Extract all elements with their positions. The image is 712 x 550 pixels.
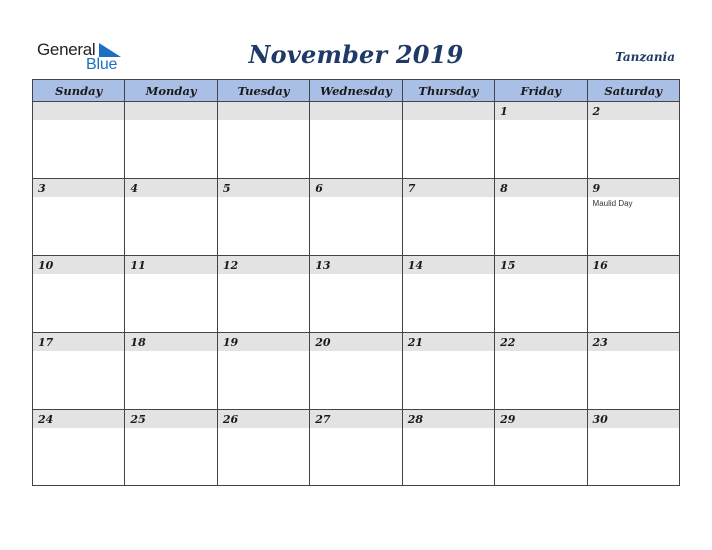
- day-cell: [310, 410, 402, 486]
- day-number: 12: [222, 259, 239, 272]
- day-number-bar: [310, 102, 401, 120]
- day-number-bar: [588, 102, 679, 120]
- day-number-bar: [33, 179, 124, 197]
- weekday-header: Monday: [125, 80, 217, 101]
- day-cell: [588, 179, 679, 255]
- day-cell: [33, 410, 125, 486]
- day-number: 24: [38, 413, 54, 426]
- day-number: 20: [315, 336, 331, 349]
- day-number: 23: [592, 336, 608, 349]
- week-row: [33, 102, 679, 179]
- day-cell: [403, 179, 495, 255]
- day-number-bar: [588, 179, 679, 197]
- weekday-header: Wednesday: [310, 80, 402, 101]
- day-cell: [588, 410, 679, 486]
- day-number: 19: [222, 336, 239, 349]
- day-number: 29: [500, 413, 516, 426]
- day-cell: [588, 333, 679, 409]
- day-cell: [403, 256, 495, 332]
- day-cell: [125, 333, 217, 409]
- day-number-bar: [310, 179, 401, 197]
- day-cell: [310, 179, 402, 255]
- day-number: 18: [130, 336, 146, 349]
- day-cell: [125, 179, 217, 255]
- day-cell: [218, 410, 310, 486]
- day-cell: [495, 256, 587, 332]
- day-number: 17: [38, 336, 54, 349]
- week-row: [33, 256, 679, 333]
- day-number-bar: [125, 179, 216, 197]
- day-cell: [495, 410, 587, 486]
- day-number: 8: [500, 182, 508, 195]
- day-number: 21: [407, 336, 423, 349]
- day-cell: [403, 410, 495, 486]
- day-cell: [33, 256, 125, 332]
- day-number: 25: [130, 413, 146, 426]
- weekday-header: Tuesday: [218, 80, 310, 101]
- day-number-bar: [403, 179, 494, 197]
- weekday-header: Saturday: [604, 84, 663, 98]
- day-number-bar: [495, 179, 586, 197]
- day-number-bar: [218, 179, 309, 197]
- holiday-event: Maulid Day: [592, 199, 633, 208]
- day-cell: [125, 410, 217, 486]
- day-cell: [310, 102, 402, 178]
- weekday-header: Sunday: [33, 80, 125, 101]
- logo-flag-icon: [99, 43, 121, 57]
- day-number: 15: [500, 259, 516, 272]
- day-cell: [588, 102, 679, 178]
- day-cell: [588, 256, 679, 332]
- day-number-bar: [495, 102, 586, 120]
- day-cell: [403, 333, 495, 409]
- day-number: 9: [592, 182, 601, 195]
- day-cell: [310, 256, 402, 332]
- day-cell: [125, 256, 217, 332]
- day-number: 6: [315, 182, 323, 195]
- day-number: 2: [592, 105, 601, 118]
- day-number: 26: [222, 413, 239, 426]
- day-number-bar: [125, 102, 216, 120]
- logo-word-blue: Blue: [86, 56, 118, 73]
- calendar-title: November 2019: [248, 40, 464, 69]
- day-cell: [218, 179, 310, 255]
- weekday-header: Thursday: [403, 80, 495, 101]
- weekday-header-row: [33, 80, 679, 102]
- day-cell: [125, 102, 217, 178]
- day-number: 10: [38, 259, 54, 272]
- day-cell: [403, 102, 495, 178]
- day-number: 11: [130, 259, 146, 272]
- day-cell: [33, 333, 125, 409]
- week-row: [33, 333, 679, 410]
- day-number: 4: [130, 182, 139, 195]
- day-number: 5: [222, 182, 231, 195]
- day-number-bar: [403, 102, 494, 120]
- day-cell: [310, 333, 402, 409]
- country-label: Tanzania: [615, 50, 675, 64]
- day-cell: [218, 256, 310, 332]
- day-number: 3: [38, 182, 46, 195]
- day-number: 27: [315, 413, 331, 426]
- day-cell: [218, 102, 310, 178]
- logo-word-general: General: [37, 40, 96, 59]
- day-cell: [495, 333, 587, 409]
- calendar-grid: [32, 79, 680, 486]
- week-row: [33, 179, 679, 256]
- day-number: 28: [407, 413, 423, 426]
- brand-logo: [37, 40, 137, 74]
- day-number: 13: [315, 259, 331, 272]
- day-cell: [33, 179, 125, 255]
- day-number-bar: [33, 102, 124, 120]
- week-row: [33, 410, 679, 486]
- day-number: 1: [500, 105, 508, 118]
- day-number: 16: [592, 259, 608, 272]
- day-number: 30: [592, 413, 608, 426]
- day-number: 22: [500, 336, 516, 349]
- day-number-bar: [218, 102, 309, 120]
- day-cell: [495, 102, 587, 178]
- day-cell: [495, 179, 587, 255]
- weekday-header: Friday: [495, 80, 587, 101]
- day-cell: [33, 102, 125, 178]
- day-cell: [218, 333, 310, 409]
- day-number: 7: [407, 182, 416, 195]
- day-number: 14: [407, 259, 423, 272]
- weeks-container: [33, 102, 679, 486]
